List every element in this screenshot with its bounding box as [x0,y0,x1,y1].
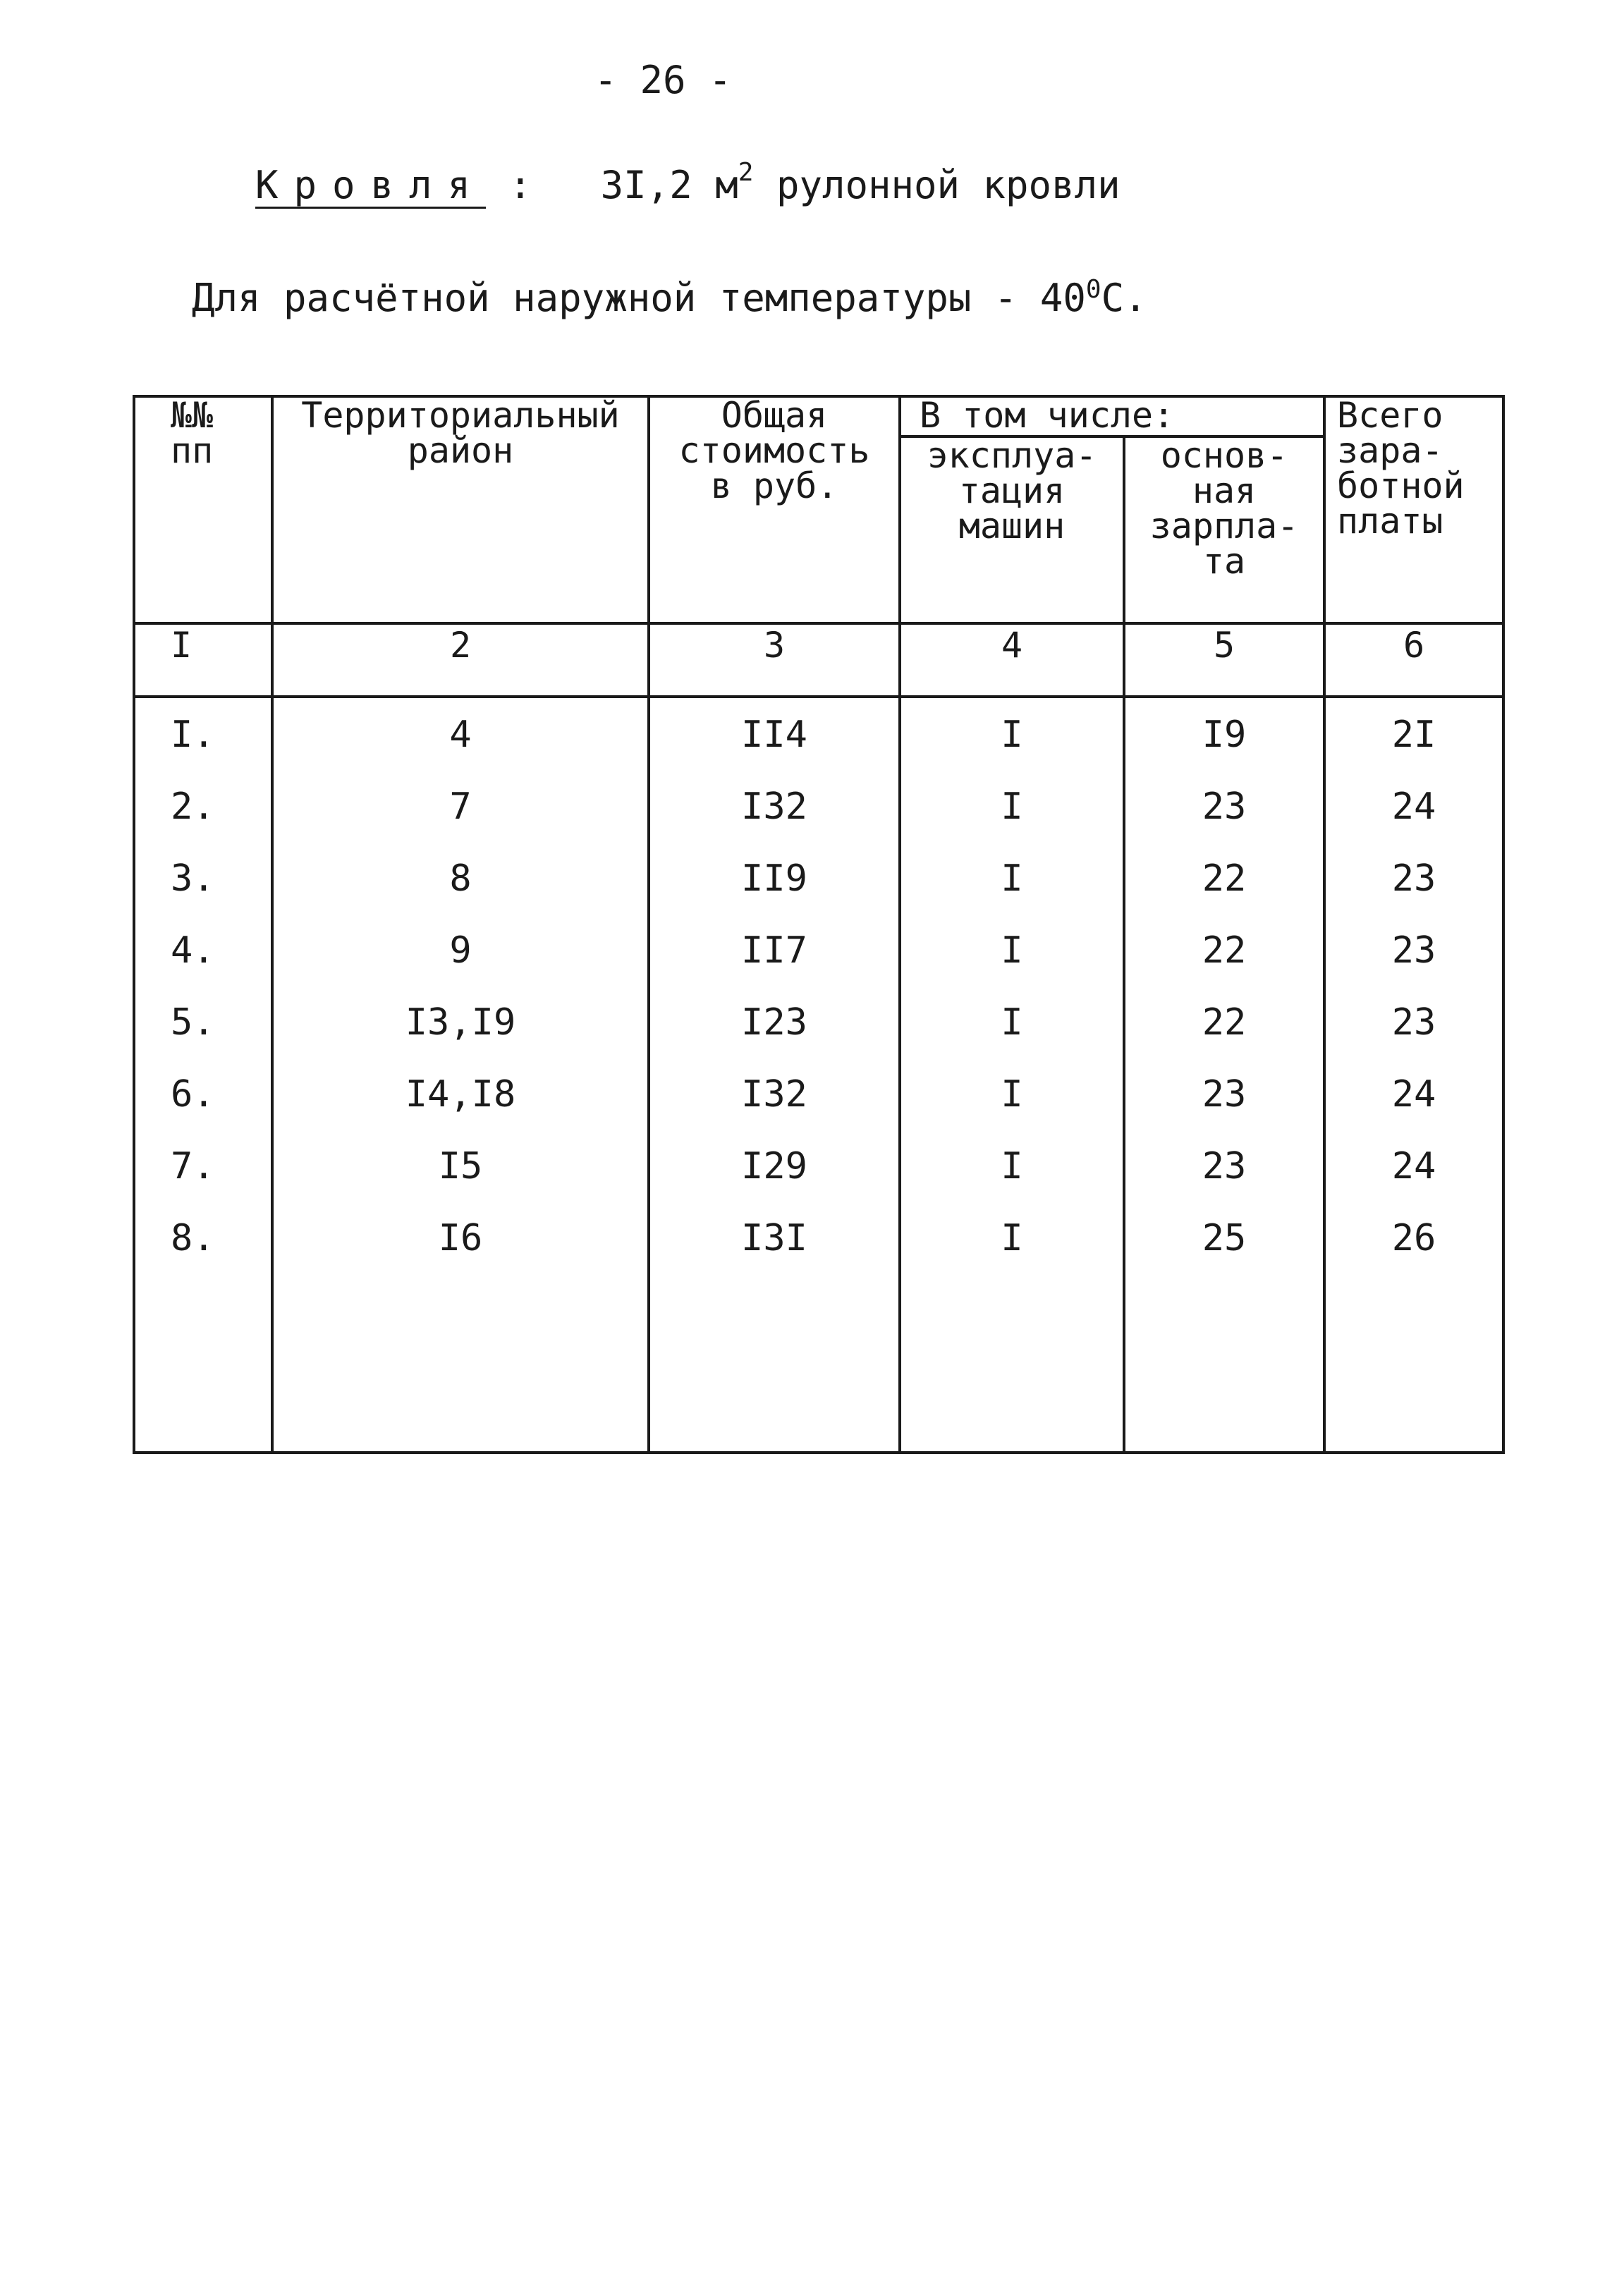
row-number: 5. [134,1001,272,1073]
row-number: 6. [134,1073,272,1145]
header-including: В том числе: [900,396,1324,436]
area-superscript: 2 [738,158,754,187]
empty-cell [900,1289,1124,1453]
col-number-6: 6 [1324,623,1503,697]
header-total-cost: Общая стоимость в руб. [649,396,900,623]
total-wages-cell: 2I [1324,697,1503,786]
header-total-wages: Всего зара- ботной платы [1324,396,1503,623]
temperature-unit: С. [1101,276,1147,320]
row-number: 3. [134,857,272,929]
header-district: Территориальный район [272,396,649,623]
district-cell: I6 [272,1217,649,1289]
total-cost-cell: I23 [649,1001,900,1073]
table-row [134,857,1503,929]
row-number: 2. [134,786,272,857]
table-empty-space [134,1289,1503,1453]
total-cost-cell: II7 [649,929,900,1001]
base-salary-cell: 23 [1124,786,1324,857]
table-row [134,786,1503,857]
base-salary-cell: I9 [1124,697,1324,786]
machines-cell: I [900,1001,1124,1073]
district-cell: 7 [272,786,649,857]
table-row [134,697,1503,786]
district-cell: I3,I9 [272,1001,649,1073]
machines-cell: I [900,929,1124,1001]
district-cell: I4,I8 [272,1073,649,1145]
machines-cell: I [900,857,1124,929]
total-wages-cell: 26 [1324,1217,1503,1289]
total-wages-cell: 23 [1324,929,1503,1001]
page-number: - 26 - [594,58,732,102]
empty-cell [1324,1289,1503,1453]
empty-cell [1124,1289,1324,1453]
cost-table [133,395,1505,1454]
machines-cell: I [900,1217,1124,1289]
total-wages-cell: 24 [1324,1073,1503,1145]
row-number: 4. [134,929,272,1001]
empty-cell [134,1289,272,1453]
district-cell: 4 [272,697,649,786]
degree-sign: 0 [1085,275,1101,304]
table-row [134,1217,1503,1289]
col-number-4: 4 [900,623,1124,697]
total-wages-cell: 23 [1324,1001,1503,1073]
table-row [134,1001,1503,1073]
total-cost-cell: I32 [649,786,900,857]
total-wages-cell: 24 [1324,786,1503,857]
column-number-row [134,623,1503,697]
base-salary-cell: 22 [1124,929,1324,1001]
base-salary-cell: 22 [1124,1001,1324,1073]
base-salary-cell: 22 [1124,857,1324,929]
col-number-5: 5 [1124,623,1324,697]
machines-cell: I [900,697,1124,786]
roof-label: Кровля [255,163,487,207]
col-number-2: 2 [272,623,649,697]
machines-cell: I [900,1145,1124,1217]
total-cost-cell: I32 [649,1073,900,1145]
total-cost-cell: I3I [649,1217,900,1289]
heading-colon: : [508,163,532,207]
row-number: 7. [134,1145,272,1217]
table-row [134,1073,1503,1145]
row-number: 8. [134,1217,272,1289]
temperature-text: Для расчётной наружной температуры - 40 [192,276,1086,320]
total-cost-cell: I29 [649,1145,900,1217]
roof-type: рулонной кровли [776,163,1121,207]
district-cell: 9 [272,929,649,1001]
header-row-number: №№ пп [134,396,272,623]
district-cell: I5 [272,1145,649,1217]
header-base-salary: основ- ная зарпла- та [1124,436,1324,623]
total-cost-cell: II4 [649,697,900,786]
base-salary-cell: 23 [1124,1073,1324,1145]
col-number-1: I [134,623,272,697]
base-salary-cell: 25 [1124,1217,1324,1289]
header-row [134,396,1503,436]
temperature-note [192,275,1147,320]
col-number-3: 3 [649,623,900,697]
table-row [134,1145,1503,1217]
section-heading [255,158,1121,207]
empty-cell [272,1289,649,1453]
total-cost-cell: II9 [649,857,900,929]
machines-cell: I [900,1073,1124,1145]
machines-cell: I [900,786,1124,857]
table-row [134,929,1503,1001]
base-salary-cell: 23 [1124,1145,1324,1217]
roof-area: 3I,2 м [600,163,738,207]
district-cell: 8 [272,857,649,929]
empty-cell [649,1289,900,1453]
row-number: I. [134,697,272,786]
total-wages-cell: 24 [1324,1145,1503,1217]
total-wages-cell: 23 [1324,857,1503,929]
header-machines: эксплуа- тация машин [900,436,1124,623]
